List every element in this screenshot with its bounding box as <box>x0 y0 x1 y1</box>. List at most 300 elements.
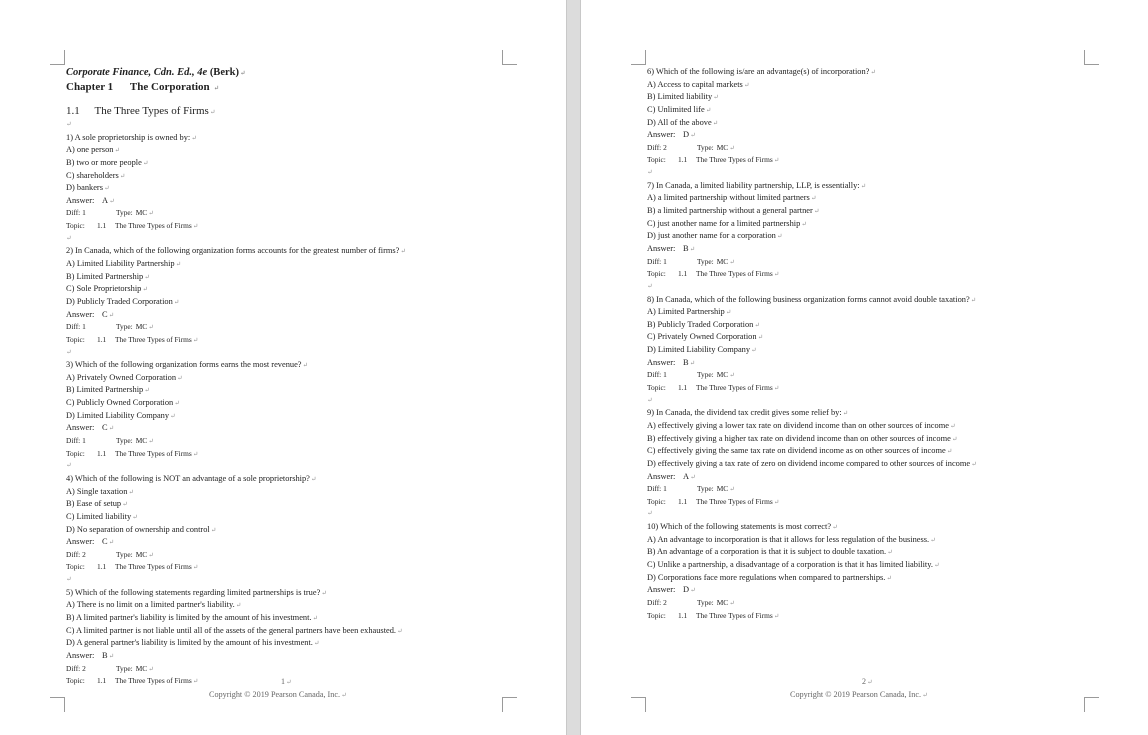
answer-label: Answer: <box>66 195 95 205</box>
answer-option <box>66 486 506 499</box>
option-text: A) An advantage to incorporation is that it allows for less regulation of the business. <box>647 534 930 544</box>
difficulty-line <box>647 597 1087 610</box>
option-text: A) a limited partnership without limited partners <box>647 193 810 203</box>
topic-number: 1.1 <box>678 269 688 279</box>
paragraph-mark: ↵ <box>209 109 216 116</box>
answer-label: Answer: <box>647 130 676 140</box>
paragraph-mark: ↵ <box>192 450 199 458</box>
type-value: MC <box>135 549 148 559</box>
question-block <box>66 132 506 246</box>
option-text: A) Limited Liability Partnership <box>66 259 175 269</box>
topic-line <box>647 610 1087 623</box>
type-label: Type: <box>697 142 714 152</box>
question-block <box>647 521 1087 622</box>
paragraph-mark: ↵ <box>312 614 318 622</box>
paragraph-mark: ↵ <box>174 400 180 408</box>
topic-title: The Three Types of Firms <box>696 610 773 620</box>
question-text: 1) A sole proprietorship is owned by: <box>66 132 191 142</box>
topic-title: The Three Types of Firms <box>115 562 192 572</box>
answer-option <box>66 170 506 183</box>
topic-line <box>647 496 1087 509</box>
paragraph-mark: ↵ <box>773 157 780 165</box>
answer-value: A <box>102 195 109 205</box>
answer-line <box>647 357 1087 370</box>
paragraph-mark: ↵ <box>949 422 956 430</box>
difficulty-value: Diff: 1 <box>66 436 86 446</box>
paragraph-mark: ↵ <box>757 334 764 342</box>
blank-paragraph <box>66 233 506 246</box>
question-block <box>647 294 1087 408</box>
option-text: A) Access to capital markets <box>647 79 743 89</box>
answer-option <box>647 559 1087 572</box>
paragraph-mark: ↵ <box>142 286 148 294</box>
document-page-2 <box>581 0 1148 735</box>
paragraph-mark: ↵ <box>934 561 940 569</box>
question-block <box>66 587 506 688</box>
page-2-body[interactable] <box>647 66 1087 622</box>
chapter-label: Chapter 1 <box>66 81 114 93</box>
difficulty-line <box>66 207 506 220</box>
option-text: B) A limited partner's liability is limited by the amount of his investment. <box>66 612 312 622</box>
topic-label: Topic: <box>647 496 666 506</box>
option-text: D) effectively giving a tax rate of zero on dividend income compared to other sources of income <box>647 458 971 468</box>
blank-paragraph <box>647 508 1087 521</box>
option-text: C) Privately Owned Corporation <box>647 332 757 342</box>
topic-title: The Three Types of Firms <box>115 676 192 686</box>
paragraph-mark: ↵ <box>810 195 817 203</box>
page-1-body[interactable] <box>66 66 506 688</box>
paragraph-mark: ↵ <box>400 248 406 256</box>
copyright-footer: Copyright © 2019 Pearson Canada, Inc.↵ <box>209 690 347 699</box>
option-text: D) Publicly Traded Corporation <box>66 296 173 306</box>
topic-number: 1.1 <box>678 610 688 620</box>
paragraph-mark: ↵ <box>66 576 72 584</box>
blank-paragraph <box>66 119 506 132</box>
crop-mark-bottom-left <box>631 697 646 712</box>
paragraph-mark: ↵ <box>66 462 72 470</box>
answer-option <box>647 79 1087 92</box>
answer-option <box>647 104 1087 117</box>
answer-label: Answer: <box>647 585 676 595</box>
option-text: D) Corporations face more regulations when compared to partnerships. <box>647 572 886 582</box>
answer-line <box>66 536 506 549</box>
type-value: MC <box>716 484 729 494</box>
type-value: MC <box>716 597 729 607</box>
option-text: B) Limited liability <box>647 92 713 102</box>
question-stem <box>66 132 506 145</box>
crop-mark-top-right <box>502 50 517 65</box>
question-block <box>66 359 506 473</box>
option-text: C) shareholders <box>66 170 119 180</box>
book-title-text: Corporate Finance, Cdn. Ed., 4e <box>66 67 208 78</box>
question-text: 3) Which of the following organization forms earns the most revenue? <box>66 360 302 370</box>
paragraph-mark: ↵ <box>66 234 72 242</box>
paragraph-mark: ↵ <box>773 612 780 620</box>
topic-number: 1.1 <box>678 496 688 506</box>
topic-title: The Three Types of Firms <box>115 448 192 458</box>
option-text: C) effectively giving the same tax rate on dividend income as on other sources of income <box>647 446 946 456</box>
paragraph-mark: ↵ <box>725 309 732 317</box>
difficulty-line <box>66 549 506 562</box>
paragraph-mark: ↵ <box>729 144 735 152</box>
question-text: 5) Which of the following statements regarding limited partnerships is true? <box>66 587 321 597</box>
paragraph-mark: ↵ <box>173 298 180 306</box>
topic-line <box>647 382 1087 395</box>
type-label: Type: <box>697 484 714 494</box>
option-text: B) Limited Partnership <box>66 271 144 281</box>
type-value: MC <box>716 142 729 152</box>
answer-value: B <box>683 243 689 253</box>
type-label: Type: <box>116 322 133 332</box>
difficulty-line <box>647 483 1087 496</box>
option-text: C) Limited liability <box>66 511 132 521</box>
section-heading <box>66 105 506 119</box>
option-text: B) effectively giving a higher tax rate on dividend income than on other sources of income <box>647 433 951 443</box>
paragraph-mark: ↵ <box>842 410 849 418</box>
answer-value: D <box>683 585 690 595</box>
paragraph-mark: ↵ <box>690 132 696 140</box>
option-text: C) A limited partner is not liable until all of the assets of the general partners have been exhausted. <box>66 625 397 635</box>
paragraph-mark: ↵ <box>132 513 138 521</box>
answer-line <box>647 129 1087 142</box>
topic-label: Topic: <box>66 221 85 231</box>
answer-option <box>647 445 1087 458</box>
answer-option <box>66 511 506 524</box>
answer-option <box>66 182 506 195</box>
option-text: B) a limited partnership without a general partner <box>647 206 813 216</box>
book-title <box>66 66 506 80</box>
option-text: A) one person <box>66 145 114 155</box>
answer-value: C <box>102 309 108 319</box>
paragraph-mark: ↵ <box>397 627 403 635</box>
answer-line <box>647 243 1087 256</box>
paragraph-mark: ↵ <box>128 488 134 496</box>
question-text: 6) Which of the following is/are an advantage(s) of incorporation? <box>647 67 870 76</box>
question-text: 8) In Canada, which of the following business organization forms cannot avoid double taxation? <box>647 294 970 304</box>
topic-label: Topic: <box>66 676 85 686</box>
option-text: B) Publicly Traded Corporation <box>647 319 754 329</box>
paragraph-mark: ↵ <box>729 486 735 494</box>
type-label: Type: <box>116 549 133 559</box>
difficulty-line <box>647 142 1087 155</box>
question-stem <box>647 294 1087 307</box>
answer-label: Answer: <box>647 357 676 367</box>
option-text: D) Limited Liability Company <box>647 345 751 355</box>
topic-label: Topic: <box>66 562 85 572</box>
topic-number: 1.1 <box>678 155 688 165</box>
paragraph-mark: ↵ <box>813 208 820 216</box>
answer-line <box>647 584 1087 597</box>
topic-title: The Three Types of Firms <box>696 383 773 393</box>
difficulty-line <box>66 321 506 334</box>
answer-option <box>66 144 506 157</box>
question-block <box>66 245 506 359</box>
type-value: MC <box>716 256 729 266</box>
type-label: Type: <box>116 208 133 218</box>
answer-option <box>66 283 506 296</box>
paragraph-mark: ↵ <box>743 81 750 89</box>
difficulty-value: Diff: 1 <box>647 370 667 380</box>
answer-option <box>647 91 1087 104</box>
question-block <box>647 180 1087 294</box>
blank-paragraph <box>647 395 1087 408</box>
paragraph-mark: ↵ <box>930 536 936 544</box>
answer-option <box>66 258 506 271</box>
option-text: C) Sole Proprietorship <box>66 284 142 294</box>
paragraph-mark: ↵ <box>801 220 807 228</box>
paragraph-mark: ↵ <box>713 94 719 102</box>
paragraph-mark: ↵ <box>148 438 154 446</box>
paragraph-mark: ↵ <box>886 574 892 582</box>
option-text: A) Single taxation <box>66 486 128 496</box>
option-text: A) There is no limit on a limited partner's liability. <box>66 600 235 610</box>
paragraph-mark: ↵ <box>689 245 696 253</box>
paragraph-mark: ↵ <box>729 372 735 380</box>
option-text: C) just another name for a limited partnership <box>647 218 801 228</box>
paragraph-mark: ↵ <box>647 510 653 518</box>
topic-label: Topic: <box>647 610 666 620</box>
question-list-page-2 <box>647 66 1087 622</box>
answer-option <box>647 306 1087 319</box>
topic-number: 1.1 <box>97 448 107 458</box>
paragraph-mark: ↵ <box>108 311 115 319</box>
topic-line <box>647 154 1087 167</box>
answer-option <box>66 498 506 511</box>
type-value: MC <box>135 322 148 332</box>
topic-line <box>66 334 506 347</box>
paragraph-mark: ↵ <box>310 475 317 483</box>
option-text: C) Unlike a partnership, a disadvantage of a corporation is that it has limited liability. <box>647 559 933 569</box>
paragraph-mark: ↵ <box>647 169 653 177</box>
paragraph-mark: ↵ <box>705 106 712 114</box>
paragraph-mark: ↵ <box>729 599 735 607</box>
paragraph-mark: ↵ <box>302 362 308 370</box>
paragraph-mark: ↵ <box>122 501 128 509</box>
type-value: MC <box>135 436 148 446</box>
chapter-heading <box>66 81 506 95</box>
answer-value: A <box>683 471 690 481</box>
topic-label: Topic: <box>647 155 666 165</box>
paragraph-mark: ↵ <box>647 282 653 290</box>
question-text: 9) In Canada, the dividend tax credit gives some relief by: <box>647 408 842 418</box>
copyright-footer: Copyright © 2019 Pearson Canada, Inc.↵ <box>790 690 928 699</box>
answer-option <box>647 331 1087 344</box>
option-text: D) All of the above <box>647 117 712 127</box>
book-author: (Berk) <box>209 67 239 78</box>
paragraph-mark: ↵ <box>729 258 735 266</box>
answer-value: C <box>102 537 108 547</box>
topic-label: Topic: <box>647 383 666 393</box>
difficulty-line <box>66 663 506 676</box>
paragraph-mark: ↵ <box>689 359 696 367</box>
question-list-page-1 <box>66 132 506 688</box>
option-text: D) No separation of ownership and control <box>66 524 210 534</box>
answer-line <box>647 471 1087 484</box>
question-stem <box>66 245 506 258</box>
answer-option <box>647 319 1087 332</box>
type-value: MC <box>716 370 729 380</box>
paragraph-mark: ↵ <box>887 549 893 557</box>
topic-line <box>66 561 506 574</box>
topic-line <box>66 448 506 461</box>
paragraph-mark: ↵ <box>177 374 183 382</box>
topic-label: Topic: <box>66 334 85 344</box>
paragraph-mark: ↵ <box>175 261 182 269</box>
type-value: MC <box>135 208 148 218</box>
answer-option <box>66 384 506 397</box>
paragraph-mark: ↵ <box>144 273 150 281</box>
paragraph-mark: ↵ <box>148 551 154 559</box>
type-value: MC <box>135 663 148 673</box>
answer-option <box>66 524 506 537</box>
topic-number: 1.1 <box>97 334 107 344</box>
crop-mark-top-right <box>1084 50 1099 65</box>
difficulty-value: Diff: 2 <box>647 597 667 607</box>
difficulty-value: Diff: 2 <box>66 663 86 673</box>
answer-option <box>647 458 1087 471</box>
paragraph-mark: ↵ <box>860 182 867 190</box>
topic-label: Topic: <box>647 269 666 279</box>
paragraph-mark: ↵ <box>192 223 199 231</box>
blank-paragraph <box>66 460 506 473</box>
answer-option <box>66 157 506 170</box>
paragraph-mark: ↵ <box>971 460 977 468</box>
question-stem <box>66 587 506 600</box>
option-text: B) Limited Partnership <box>66 385 144 395</box>
paragraph-mark: ↵ <box>142 159 149 167</box>
answer-option <box>66 296 506 309</box>
crop-mark-bottom-right <box>1084 697 1099 712</box>
paragraph-mark: ↵ <box>647 396 653 404</box>
paragraph-mark: ↵ <box>751 347 757 355</box>
paragraph-mark: ↵ <box>321 589 327 597</box>
topic-title: The Three Types of Firms <box>696 269 773 279</box>
paragraph-mark: ↵ <box>108 425 115 433</box>
paragraph-mark: ↵ <box>148 324 154 332</box>
answer-option <box>647 572 1087 585</box>
section-title: The Three Types of Firms <box>94 105 209 117</box>
paragraph-mark: ↵ <box>773 271 780 279</box>
option-text: D) Limited Liability Company <box>66 410 170 420</box>
paragraph-mark: ↵ <box>870 69 876 76</box>
type-label: Type: <box>697 256 714 266</box>
answer-value: B <box>102 650 108 660</box>
paragraph-mark: ↵ <box>148 665 154 673</box>
option-text: A) effectively giving a lower tax rate on dividend income than on other sources of income <box>647 420 949 430</box>
answer-line <box>66 195 506 208</box>
answer-option <box>66 612 506 625</box>
blank-paragraph <box>647 281 1087 294</box>
answer-label: Answer: <box>66 423 95 433</box>
answer-label: Answer: <box>66 537 95 547</box>
page-number: 2↵ <box>862 677 873 686</box>
option-text: B) Ease of setup <box>66 499 122 509</box>
answer-label: Answer: <box>647 243 676 253</box>
option-text: D) A general partner's liability is limited by the amount of his investment. <box>66 638 313 648</box>
answer-option <box>66 372 506 385</box>
paragraph-mark: ↵ <box>210 526 217 534</box>
question-text: 4) Which of the following is NOT an advantage of a sole proprietorship? <box>66 473 310 483</box>
topic-line <box>647 268 1087 281</box>
difficulty-value: Diff: 1 <box>647 484 667 494</box>
crop-mark-bottom-left <box>50 697 65 712</box>
paragraph-mark: ↵ <box>690 473 696 481</box>
option-text: A) Limited Partnership <box>647 307 725 317</box>
difficulty-value: Diff: 1 <box>66 208 86 218</box>
answer-option <box>66 397 506 410</box>
paragraph-mark: ↵ <box>119 172 126 180</box>
answer-option <box>66 637 506 650</box>
paragraph-mark: ↵ <box>239 70 246 77</box>
difficulty-line <box>66 435 506 448</box>
answer-option <box>647 546 1087 559</box>
chapter-title: The Corporation <box>129 81 210 93</box>
answer-value: B <box>683 357 689 367</box>
difficulty-line <box>647 256 1087 269</box>
answer-option <box>647 230 1087 243</box>
paragraph-mark: ↵ <box>776 233 783 241</box>
answer-option <box>647 433 1087 446</box>
type-label: Type: <box>116 663 133 673</box>
paragraph-mark: ↵ <box>66 348 72 356</box>
question-stem <box>647 521 1087 534</box>
question-block <box>647 407 1087 521</box>
paragraph-mark: ↵ <box>690 587 696 595</box>
paragraph-mark: ↵ <box>108 652 115 660</box>
paragraph-mark: ↵ <box>148 210 154 218</box>
difficulty-value: Diff: 2 <box>647 142 667 152</box>
answer-option <box>66 625 506 638</box>
blank-paragraph <box>647 167 1087 180</box>
blank-paragraph <box>66 574 506 587</box>
paragraph-mark: ↵ <box>773 385 780 393</box>
type-label: Type: <box>697 597 714 607</box>
option-text: B) An advantage of a corporation is that it is subject to double taxation. <box>647 547 887 557</box>
answer-value: D <box>683 130 690 140</box>
answer-label: Answer: <box>647 471 676 481</box>
paragraph-mark: ↵ <box>66 121 72 128</box>
paragraph-mark: ↵ <box>114 147 120 155</box>
topic-title: The Three Types of Firms <box>115 221 192 231</box>
topic-title: The Three Types of Firms <box>696 496 773 506</box>
answer-line <box>66 422 506 435</box>
page-number: 1↵ <box>281 677 292 686</box>
crop-mark-top-left <box>50 50 65 65</box>
paragraph-mark: ↵ <box>970 296 977 304</box>
page-gutter <box>566 0 581 735</box>
paragraph-mark: ↵ <box>754 321 760 329</box>
crop-mark-top-left <box>631 50 646 65</box>
paragraph-mark: ↵ <box>313 640 320 648</box>
question-stem <box>647 66 1087 79</box>
paragraph-mark: ↵ <box>144 387 150 395</box>
paragraph-mark: ↵ <box>946 448 953 456</box>
paragraph-mark: ↵ <box>712 119 719 127</box>
option-text: C) Publicly Owned Corporation <box>66 398 174 408</box>
difficulty-value: Diff: 1 <box>66 322 86 332</box>
answer-option <box>66 599 506 612</box>
difficulty-line <box>647 369 1087 382</box>
question-text: 2) In Canada, which of the following organization forms accounts for the greatest number of firms? <box>66 246 400 256</box>
answer-option <box>647 420 1087 433</box>
topic-line <box>66 220 506 233</box>
answer-option <box>647 192 1087 205</box>
answer-line <box>66 309 506 322</box>
topic-label: Topic: <box>66 448 85 458</box>
question-stem <box>647 180 1087 193</box>
paragraph-mark: ↵ <box>951 435 958 443</box>
topic-number: 1.1 <box>97 221 107 231</box>
